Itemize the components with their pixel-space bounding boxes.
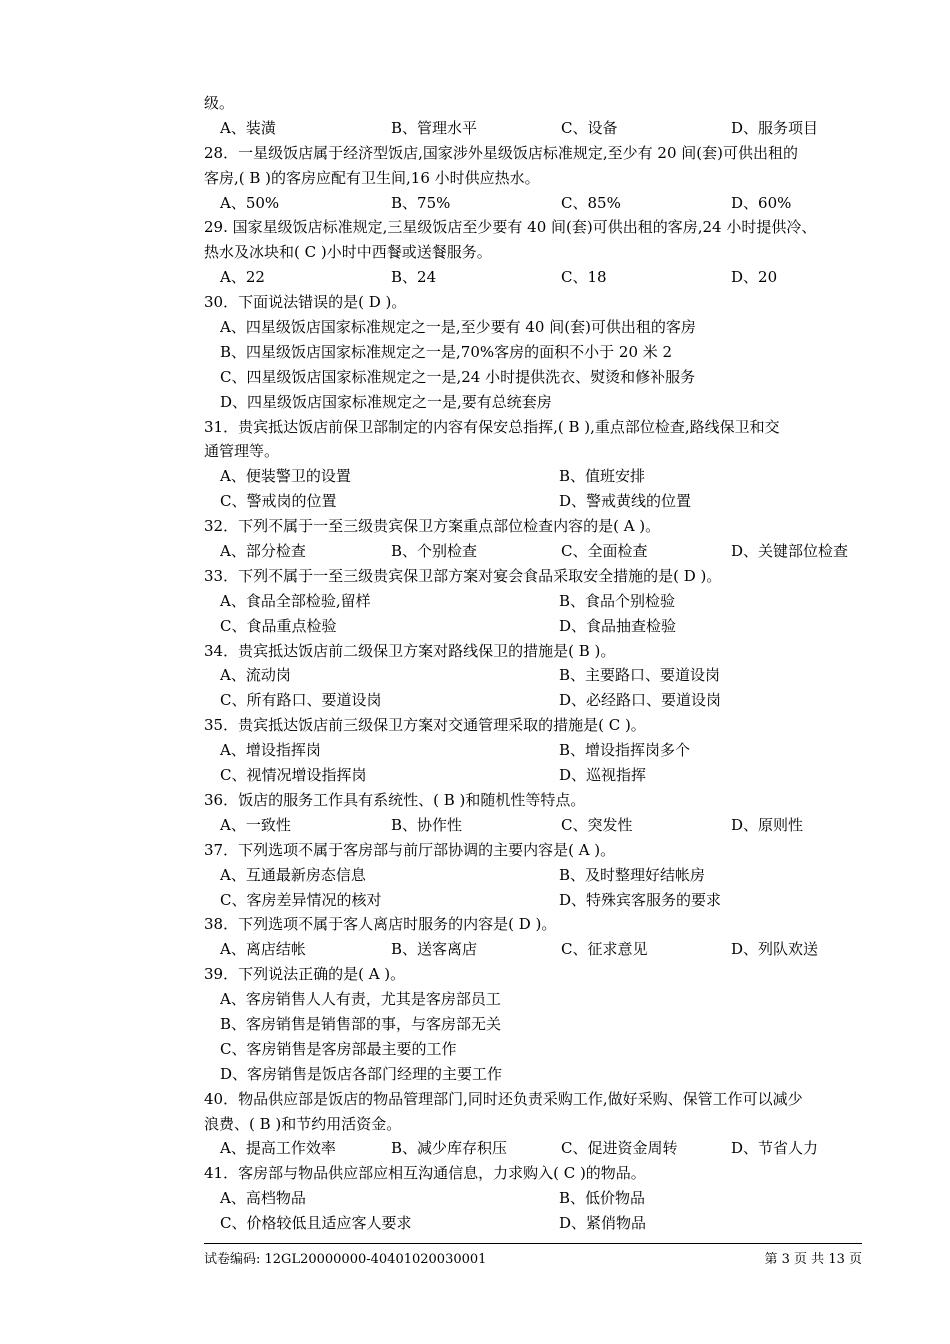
- answer-option: A、增设指挥岗: [220, 741, 321, 760]
- answer-options-row: [204, 589, 864, 614]
- answer-options-row: [204, 937, 864, 962]
- answer-option: B、管理水平: [391, 118, 478, 137]
- question-text-line: 29. 国家星级饭店标准规定,三星级饭店至少要有 40 间(套)可供出租的客房,24 小时提供冷、: [204, 218, 817, 237]
- answer-option: A、提高工作效率: [220, 1139, 336, 1158]
- question-text-line: 38．下列选项不属于客人离店时服务的内容是( D )。: [204, 915, 557, 934]
- footer-divider: [204, 1243, 862, 1244]
- answer-option-line: B、客房销售是销售部的事，与客房部无关: [220, 1014, 502, 1033]
- answer-option: B、24: [391, 268, 437, 287]
- answer-option: B、减少库存积压: [391, 1139, 508, 1158]
- answer-options-row: [204, 489, 864, 514]
- answer-option: C、18: [561, 268, 607, 287]
- answer-option: B、及时整理好结帐房: [559, 865, 706, 884]
- question-text-line: 客房,( B )的客房应配有卫生间,16 小时供应热水。: [204, 168, 540, 187]
- answer-options-row: [204, 265, 864, 290]
- answer-option: D、警戒黄线的位置: [559, 492, 692, 511]
- page-footer: [204, 1248, 862, 1267]
- answer-option-line: A、四星级饭店国家标准规定之一是,至少要有 40 间(套)可供出租的客房: [220, 318, 696, 337]
- question-text-line: 32．下列不属于一至三级贵宾保卫方案重点部位检查内容的是( A )。: [204, 517, 661, 536]
- answer-option: B、个别检查: [391, 542, 478, 561]
- question-text-line: 40．物品供应部是饭店的物品管理部门,同时还负责采购工作,做好采购、保管工作可以减少: [204, 1089, 803, 1108]
- answer-option: C、视情况增设指挥岗: [220, 766, 367, 785]
- answer-options-row: [204, 813, 864, 838]
- answer-option: B、75%: [391, 193, 451, 212]
- answer-option: C、突发性: [561, 815, 633, 834]
- question-text-line: 35．贵宾抵达饭店前三级保卫方案对交通管理采取的措施是( C )。: [204, 716, 646, 735]
- question-text-line: 浪费、( B )和节约用活资金。: [204, 1114, 402, 1133]
- answer-options-row: [204, 663, 864, 688]
- answer-option: C、客房差异情况的核对: [220, 890, 382, 909]
- answer-option: A、22: [220, 268, 265, 287]
- question-text-line: 通管理等。: [204, 442, 280, 461]
- answer-option: A、装潢: [220, 118, 276, 137]
- answer-option: A、一致性: [220, 815, 291, 834]
- question-text-line: 级。: [204, 94, 235, 112]
- answer-option: B、主要路口、要道设岗: [559, 666, 721, 685]
- answer-options-row: [204, 1211, 864, 1236]
- answer-option: D、服务项目: [731, 118, 819, 137]
- answer-option: D、特殊宾客服务的要求: [559, 890, 722, 909]
- page-number: 第 3 页 共 13 页: [764, 1252, 862, 1267]
- answer-option: C、征求意见: [561, 940, 648, 959]
- answer-option: D、列队欢送: [731, 940, 819, 959]
- question-text-line: 33．下列不属于一至三级贵宾保卫部方案对宴会食品采取安全措施的是( D )。: [204, 566, 722, 585]
- answer-options-row: [204, 863, 864, 888]
- answer-option: B、送客离店: [391, 940, 478, 959]
- question-text-line: 39．下列说法正确的是( A )。: [204, 965, 406, 984]
- question-text-line: 41．客房部与物品供应部应相互沟通信息，力求购入( C )的物品。: [204, 1164, 646, 1183]
- answer-option: C、促进资金周转: [561, 1139, 678, 1158]
- answer-option-line: D、客房销售是饭店各部门经理的主要工作: [220, 1064, 503, 1083]
- answer-option-line: A、客房销售人人有责，尤其是客房部员工: [220, 990, 501, 1009]
- answer-option: B、协作性: [391, 815, 463, 834]
- answer-option: B、值班安排: [559, 467, 646, 486]
- answer-option: C、85%: [561, 193, 621, 212]
- answer-option: D、紧俏物品: [559, 1214, 647, 1233]
- answer-option: A、流动岗: [220, 666, 291, 685]
- answer-option: D、60%: [731, 193, 792, 212]
- answer-option: D、20: [731, 268, 778, 287]
- answer-options-row: [204, 1136, 864, 1161]
- answer-option: A、离店结帐: [220, 940, 306, 959]
- answer-option: A、便装警卫的设置: [220, 467, 351, 486]
- answer-option-line: D、四星级饭店国家标准规定之一是,要有总统套房: [220, 392, 552, 411]
- answer-option: D、必经路口、要道设岗: [559, 691, 722, 710]
- answer-option: A、50%: [220, 193, 280, 212]
- question-text-line: 28．一星级饭店属于经济型饭店,国家涉外星级饭店标准规定,至少有 20 间(套)可供出租的: [204, 143, 798, 162]
- answer-option: D、原则性: [731, 815, 804, 834]
- answer-option-line: B、四星级饭店国家标准规定之一是,70%客房的面积不小于 20 米 2: [220, 342, 673, 361]
- answer-option: B、增设指挥岗多个: [559, 741, 691, 760]
- answer-option: D、节省人力: [731, 1139, 819, 1158]
- answer-options-row: [204, 888, 864, 913]
- answer-option: C、全面检查: [561, 542, 648, 561]
- answer-options-row: [204, 116, 864, 141]
- answer-option: B、食品个别检验: [559, 591, 676, 610]
- answer-options-row: [204, 738, 864, 763]
- answer-option: C、警戒岗的位置: [220, 492, 337, 511]
- answer-option-line: C、四星级饭店国家标准规定之一是,24 小时提供洗衣、熨烫和修补服务: [220, 367, 696, 386]
- answer-options-row: [204, 191, 864, 216]
- question-text-line: 31．贵宾抵达饭店前保卫部制定的内容有保安总指挥,( B ),重点部位检查,路线保卫和交: [204, 417, 780, 436]
- answer-option: A、互通最新房态信息: [220, 865, 366, 884]
- answer-option: D、关键部位检查: [731, 542, 849, 561]
- answer-options-row: [204, 539, 864, 564]
- answer-options-row: [204, 614, 864, 639]
- question-text-line: 30．下面说法错误的是( D )。: [204, 293, 407, 312]
- answer-option: C、所有路口、要道设岗: [220, 691, 382, 710]
- answer-option: A、高档物品: [220, 1189, 306, 1208]
- answer-option: B、低价物品: [559, 1189, 646, 1208]
- answer-option: C、价格较低且适应客人要求: [220, 1214, 412, 1233]
- question-text-line: 36．饭店的服务工作具有系统性、( B )和随机性等特点。: [204, 790, 586, 809]
- answer-option-line: C、客房销售是客房部最主要的工作: [220, 1039, 457, 1058]
- question-text-line: 37．下列选项不属于客房部与前厅部协调的主要内容是( A )。: [204, 840, 616, 859]
- answer-option: C、食品重点检验: [220, 616, 337, 635]
- answer-options-row: [204, 763, 864, 788]
- answer-options-row: [204, 688, 864, 713]
- answer-options-row: [204, 464, 864, 489]
- question-text-line: 热水及冰块和( C )小时中西餐或送餐服务。: [204, 243, 492, 262]
- answer-option: A、部分检查: [220, 542, 306, 561]
- exam-page-body: [204, 91, 864, 1236]
- question-text-line: 34．贵宾抵达饭店前二级保卫方案对路线保卫的措施是( B )。: [204, 641, 616, 660]
- answer-option: D、巡视指挥: [559, 766, 647, 785]
- exam-code: 试卷编码: 12GL20000000-40401020030001: [204, 1252, 487, 1267]
- answer-option: D、食品抽查检验: [559, 616, 677, 635]
- answer-option: A、食品全部检验,留样: [220, 591, 371, 610]
- answer-option: C、设备: [561, 118, 618, 137]
- answer-options-row: [204, 1186, 864, 1211]
